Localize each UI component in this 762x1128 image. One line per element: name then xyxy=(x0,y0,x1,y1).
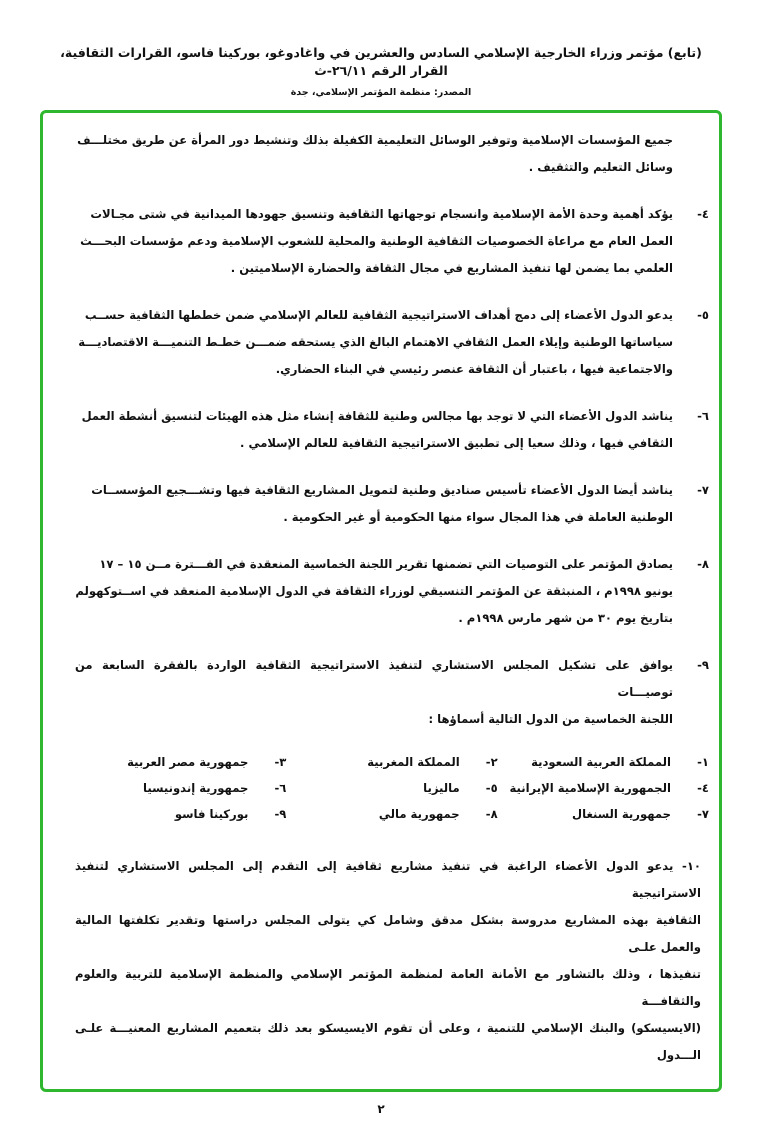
country-name: ماليزيا xyxy=(423,781,460,795)
paragraph-line: اللجنة الخماسية من الدول التالية أسماؤها : xyxy=(428,712,673,726)
paragraph-number: ٩- xyxy=(697,658,709,672)
paragraph-line: تنفيذها ، وذلك بالتشاور مع الأمانة العامة لمنظمة المؤتمر الإسلامي والمنظمة الإسلامية للتربية والعلوم والثقافـــة xyxy=(75,967,701,1008)
country-name: جمهورية السنغال xyxy=(572,807,671,821)
country-item xyxy=(286,779,497,797)
paragraph-text xyxy=(75,652,681,733)
paragraph-number: ٨- xyxy=(697,557,709,571)
country-item xyxy=(75,779,286,797)
paragraph-line: يناشد الدول الأعضاء التي لا توجد بها مجالس وطنية للثقافة إنشاء مثل هذه الهيئات لتنسيق أنشطة العمل xyxy=(81,409,673,423)
paragraph xyxy=(75,477,709,531)
paragraph xyxy=(75,127,709,181)
page-number: ٢ xyxy=(377,1102,385,1116)
document-source: المصدر: منظمة المؤتمر الإسلامي، جدة xyxy=(290,87,472,98)
country-item xyxy=(286,753,497,771)
country-name: الجمهورية الإسلامية الإيرانية xyxy=(509,781,671,795)
paragraph-line: يؤكد أهمية وحدة الأمة الإسلامية وانسجام توجهاتها الثقافية وتنسيق جهودها الميدانية في شتى مجـالات xyxy=(90,207,673,221)
paragraph-text xyxy=(75,127,681,181)
paragraph-line: بتاريخ يوم ٣٠ من شهر مارس ١٩٩٨م . xyxy=(458,611,673,625)
paragraph-line: الوطنية العاملة في هذا المجال سواء منها الحكومية أو غير الحكومية . xyxy=(283,510,673,524)
paragraph xyxy=(75,403,709,457)
paragraph-text xyxy=(75,201,681,282)
country-number: ٢- xyxy=(485,755,498,769)
country-name: جمهورية إندونيسيا xyxy=(142,781,249,795)
country-list xyxy=(75,753,709,823)
paragraph-text xyxy=(75,302,681,383)
page-frame xyxy=(40,110,722,1092)
paragraph-line: الثقافي فيها ، وذلك سعيا إلى تطبيق الاستراتيجية الثقافية للعالم الإسلامي . xyxy=(240,436,673,450)
paragraph-10 xyxy=(75,853,709,1069)
paragraph-line: وسائل التعليم والتثقيف . xyxy=(528,160,673,174)
country-number: ٦- xyxy=(274,781,287,795)
paragraph-line: يونيو ١٩٩٨م ، المنبثقة عن المؤتمر التنسيقي لوزراء الثقافة في الدول الإسلامية المنعقد في اســتوكهولم xyxy=(75,584,673,598)
document-header-title: (تابع) مؤتمر وزراء الخارجية الإسلامي السادس والعشرين في واغادوغو، بوركينا فاسو، القرارات الثقافية، القرار الرقم ٢٦/١١-ث xyxy=(60,45,702,78)
country-item xyxy=(498,779,709,797)
paragraph-line: العمل العام مع مراعاة الخصوصيات الثقافية الوطنية والمحلية للشعوب الإسلامية ودعم مؤسسات البحـــث xyxy=(80,234,673,248)
country-name: جمهورية مالي xyxy=(378,807,460,821)
paragraph-line: الثقافية بهذه المشاريع مدروسة بشكل مدقق وشامل كي يتولى المجلس دراستها وتقدير تكلفتها المالية والعمل علـى xyxy=(75,913,701,954)
paragraph-text xyxy=(75,551,681,632)
country-name: المملكة المغربية xyxy=(367,755,460,769)
country-name: المملكة العربية السعودية xyxy=(531,755,671,769)
paragraph xyxy=(75,201,709,282)
paragraph-line: سياساتها الوطنية وإيلاء العمل الثقافي الاهتمام البالغ الذي يستحقه ضمـــن خطـط التنميـــة الاقتصاديـــة xyxy=(78,335,673,349)
country-number: ٨- xyxy=(485,807,498,821)
country-number: ٩- xyxy=(274,807,287,821)
paragraph xyxy=(75,302,709,383)
paragraph-number: ٧- xyxy=(697,483,709,497)
paragraph-line: يوافق على تشكيل المجلس الاستشاري لتنفيذ الاستراتيجية الثقافية الواردة بالفقرة السابعة من توصيـــات xyxy=(75,658,673,699)
country-name: جمهورية مصر العربية xyxy=(127,755,249,769)
country-item xyxy=(75,805,286,823)
country-item xyxy=(286,805,497,823)
paragraph-number: ٥- xyxy=(697,308,709,322)
paragraph-text xyxy=(75,477,681,531)
country-item xyxy=(498,805,709,823)
paragraph-line: يصادق المؤتمر على التوصيات التي تضمنها تقرير اللجنة الخماسية المنعقدة في الفـــترة مــن ١٥ – ١٧ xyxy=(99,557,673,571)
country-number: ٧- xyxy=(697,807,709,821)
country-item xyxy=(75,753,286,771)
paragraph-line: العلمي بما يضمن لها تنفيذ المشاريع في مجال الثقافة والحضارة الإسلاميتين . xyxy=(230,261,673,275)
country-number: ٥- xyxy=(485,781,498,795)
paragraph-line: ١٠- يدعو الدول الأعضاء الراغبة في تنفيذ مشاريع ثقافية إلى التقدم إلى المجلس الاستشاري لتنفيذ الاستراتيجية xyxy=(75,859,701,900)
paragraph-line: يناشد أيضا الدول الأعضاء تأسيس صناديق وطنية لتمويل المشاريع الثقافية فيها وتشـــجيع المؤسســات xyxy=(91,483,673,497)
paragraph-number: ٦- xyxy=(697,409,709,423)
paragraph-line: (الايسيسكو) والبنك الإسلامي للتنمية ، وعلى أن تقوم الايسيسكو بعد ذلك بتعميم المشاريع المعنيـــة علـى الـــدول xyxy=(75,1021,701,1062)
paragraph-line: جميع المؤسسات الإسلامية وتوفير الوسائل التعليمية الكفيلة بذلك وتنشيط دور المرأة عن طريق مختلـــف xyxy=(77,133,673,147)
country-number: ٣- xyxy=(274,755,287,769)
paragraph-line: والاجتماعية فيها ، باعتبار أن الثقافة عنصر رئيسي في البناء الحضاري. xyxy=(275,362,673,376)
country-number: ١- xyxy=(697,755,709,769)
paragraph xyxy=(75,652,709,733)
country-name: بوركينا فاسو xyxy=(174,807,249,821)
country-item xyxy=(498,753,709,771)
paragraph-number: ٤- xyxy=(697,207,709,221)
paragraph xyxy=(75,551,709,632)
paragraph-line: يدعو الدول الأعضاء إلى دمج أهداف الاستراتيجية الثقافية للعالم الإسلامي ضمن خططها الثقافية حســب xyxy=(84,308,673,322)
paragraph-text xyxy=(75,403,681,457)
country-number: ٤- xyxy=(697,781,709,795)
